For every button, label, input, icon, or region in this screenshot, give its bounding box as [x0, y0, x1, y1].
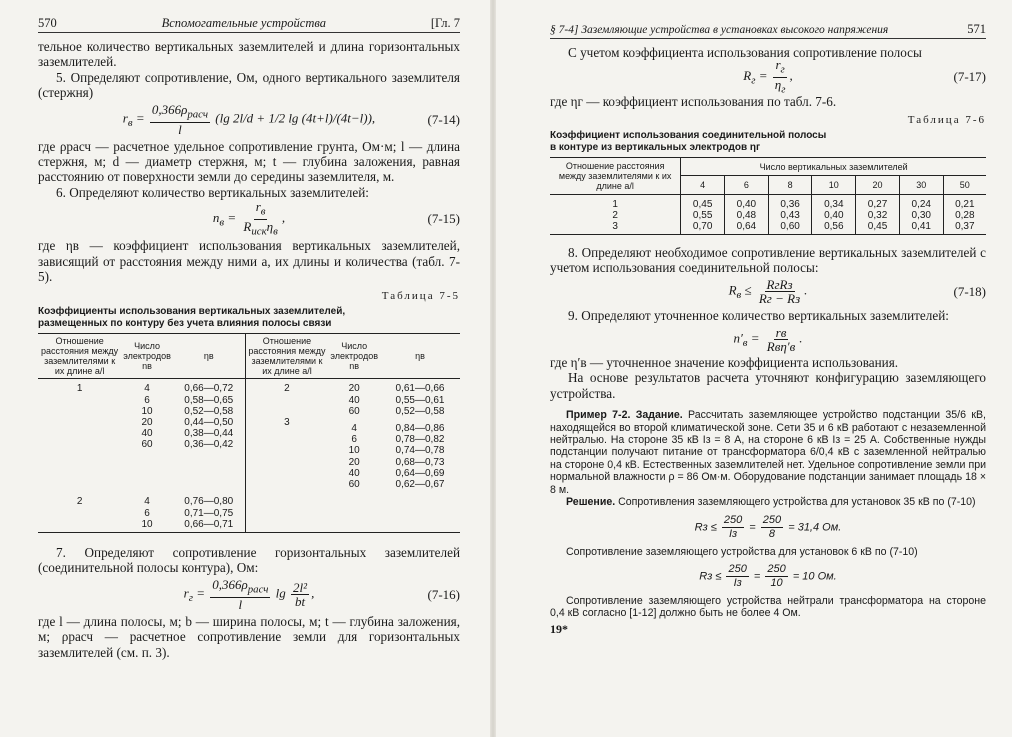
right-page [500, 0, 1012, 737]
solution-step-2: Сопротивление заземляющего устройства для установок 6 кВ по (7-10) [566, 545, 918, 558]
paragraph-where-2: где ηв — коэффициент использования вертикальных заземлителей, зависящий от расстояния между ними a, их длины и количества (табл. 7-5). [38, 238, 460, 285]
paragraph-step-6: 6. Определяют количество вертикальных заземлителей: [56, 184, 369, 200]
col-count: Число электродов nв [328, 334, 380, 379]
formula-7-14 [38, 101, 460, 139]
formula-number: (7-16) [427, 586, 460, 602]
formula-body: $r_г$ = $\frac{0,366\rho_{расч}}{l}$ lg $\frac{\text{2l²}}{bt}$ , [183, 577, 315, 613]
right-page-header [550, 22, 986, 39]
running-title: § 7-4] Заземляющие устройства в установках высокого напряжения [550, 24, 889, 36]
formula-number: (7-17) [953, 69, 986, 85]
formula-body: $n'_в$ = $\frac{rв}{\text{Rвη′в}}$ . [733, 324, 803, 354]
table-7-6-caption: Таблица 7-6 [907, 113, 986, 126]
paragraph-where-3: где l — длина полосы, м; b — ширина полосы, м; t — глубина заложения, м; ρрасч — расчетное сопротивление земли для горизонтальных заземлителей (см. п. 3). [38, 613, 460, 660]
running-title: Вспомогательные устройства [161, 16, 326, 30]
col-eta: ηв [173, 334, 245, 379]
left-page-header [38, 16, 460, 33]
solution [550, 496, 986, 508]
col-ratio: Отношение расстояния между заземлителями к их длине a/l [245, 334, 328, 379]
table-row: 1 2 3 0,45 0,55 0,70 0,40 0,48 0,64 0,36 0,43 0,60 0,34 0,40 0,56 0,27 0,32 0,45 0,24 0,30 0,41 0,21 0,28 0,37 [550, 194, 986, 234]
solution-heading: Решение. [566, 496, 616, 509]
paragraph-where-2: где η′в — уточненное значение коэффициента использования. [550, 355, 899, 371]
paragraph-where: где ηг — коэффициент использования по табл. 7-6. [550, 94, 837, 110]
table-7-6: Отношение расстояния между заземлителями к их длине a/l Число вертикальных заземлителей 4 6 8 10 20 30 50 1 2 3 0,45 0,55 0,70 0,40 0,48 0,64 0,36 0,43 0,60 0,34 0,40 0,56 0,27 0,32 0,45 0,24 0,30 0,41 0,21 0,28 0,37 [550, 157, 986, 235]
solution-text: Сопротивления заземляющего устройства для установок 35 кВ по (7-10) [618, 496, 976, 509]
example-text: Рассчитать заземляющее устройство подстанции 35/6 кВ, находящейся во второй климатической зоне. Сети 35 и 6 кВ работают с незаземленной нейтралью. На стороне 35 кВ Iз = 8 А, на стороне 6 кВ Iз = 25 А. Собственные нужды подстанции получают питание от трансформатора 6/0,4 кВ с заземленной нейтралью на стороне 0,4 кВ. Естественных заземлителей нет. Удельное сопротивление земли при нормальной влажности ρ = 86 Ом·м. Оборудование подстанции занимает площадь 18 × 8 м. [550, 409, 986, 496]
paragraph-step-9: 9. Определяют уточненное количество вертикальных заземлителей: [568, 307, 949, 323]
formula-body: $R_в$ ≤ $\frac{\text{RгRз}}{Rг - Rз}$ . [728, 277, 808, 307]
paragraph-basis: На основе результатов расчета уточняют конфигурацию заземляющего устройства. [550, 370, 986, 401]
example-heading: Пример 7-2. Задание. [566, 409, 683, 422]
solution-step-3: Сопротивление заземляющего устройства нейтрали трансформатора на стороне 0,4 кВ согласно [1-12] должно быть не более 4 Ом. [550, 594, 986, 620]
table-7-5-caption: Таблица 7-5 [381, 290, 460, 303]
formula-number: (7-18) [953, 283, 986, 299]
col-count: Число электродов nв [121, 334, 173, 379]
formula-body: $n_в$ = $\frac{r_в}{R_{иск}\eta_в}$ , [212, 199, 286, 238]
paragraph-step-8: 8. Определяют необходимое сопротивление вертикальных заземлителей с учетом использования соединительной полосы: [550, 244, 986, 276]
table-row: 2 4 6 10 0,76—0,80 0,71—0,75 0,66—0,71 [38, 492, 460, 532]
paragraph-continued: тельное количество вертикальных заземлителей и длина горизонтальных заземлителей. [38, 39, 460, 70]
formula-7-16 [38, 576, 460, 614]
paragraph-intro: С учетом коэффициента использования сопротивление полосы [568, 45, 922, 60]
formula-7-19 [550, 323, 986, 355]
col-eta: ηв [380, 334, 460, 379]
formula-7-18 [550, 276, 986, 308]
page-number: 570 [38, 16, 57, 30]
formula-number: (7-14) [427, 111, 460, 127]
table-row: 1 4 6 10 20 40 60 0,66—0,72 0,58—0,65 0,52—0,58 0,44—0,50 0,38—0,44 0,36—0,42 2 3 20 40 60 4 6 10 20 40 60 0,61—0,66 0,55—0,61 0,52—0,58 0,84—0,86 0,78—0,82 0,74—0,78 0,68—0,73 0,64—0,69 0,62—0,67 [38, 379, 460, 492]
formula-7-17 [550, 57, 986, 96]
paragraph-step-5: 5. Определяют сопротивление, Ом, одного вертикального заземлителя (стержня) [38, 69, 460, 101]
example-formula-1: Rз ≤ $\frac{250}{Iз}$ = $\frac{250}{8}$ = 31,4 Ом. [694, 513, 842, 540]
formula-number: (7-15) [427, 211, 460, 227]
table-7-5-title: Коэффициенты использования вертикальных заземлителей, размещенных по контуру без учета влияния полосы связи [38, 306, 346, 330]
formula-body: $r_в$ = $\frac{0,366\rho_{расч}}{l}$ (lg 2l/d + 1/2 lg (4t+l)/(4t−l)), [122, 102, 376, 137]
paragraph-step-7: 7. Определяют сопротивление горизонтальных заземлителей (соединительной полосы контура), Ом: [38, 544, 460, 576]
table-7-6-title: Коэффициент использования соединительной полосы в контуре из вертикальных электродов ηг [550, 129, 827, 153]
page-number: 571 [967, 22, 986, 36]
chapter-ref: [Гл. 7 [430, 16, 460, 30]
col-ratio: Отношение расстояния между заземлителями к их длине a/l [38, 334, 121, 379]
left-page [0, 0, 486, 737]
book-gutter [490, 0, 496, 737]
formula-7-15 [38, 200, 460, 238]
signature-mark: 19* [550, 621, 568, 636]
paragraph-where-1: где ρрасч — расчетное удельное сопротивление грунта, Ом·м; l — длина стержня, м; d — диаметр стержня, м; t — глубина заложения, равная расстоянию от поверхности земли до середины заземлителя, м. [38, 138, 460, 185]
example-formula-2: Rз ≤ $\frac{250}{Iз}$ = $\frac{250}{10}$ = 10 Ом. [699, 562, 837, 589]
col-group: Число вертикальных заземлителей [681, 157, 986, 176]
table-7-5 [38, 333, 460, 532]
formula-body: $R_г$ = $\frac{r_г}{\eta_г}$ , [743, 57, 793, 96]
example-7-2 [550, 409, 986, 496]
col-ratio: Отношение расстояния между заземлителями к их длине a/l [550, 157, 681, 194]
